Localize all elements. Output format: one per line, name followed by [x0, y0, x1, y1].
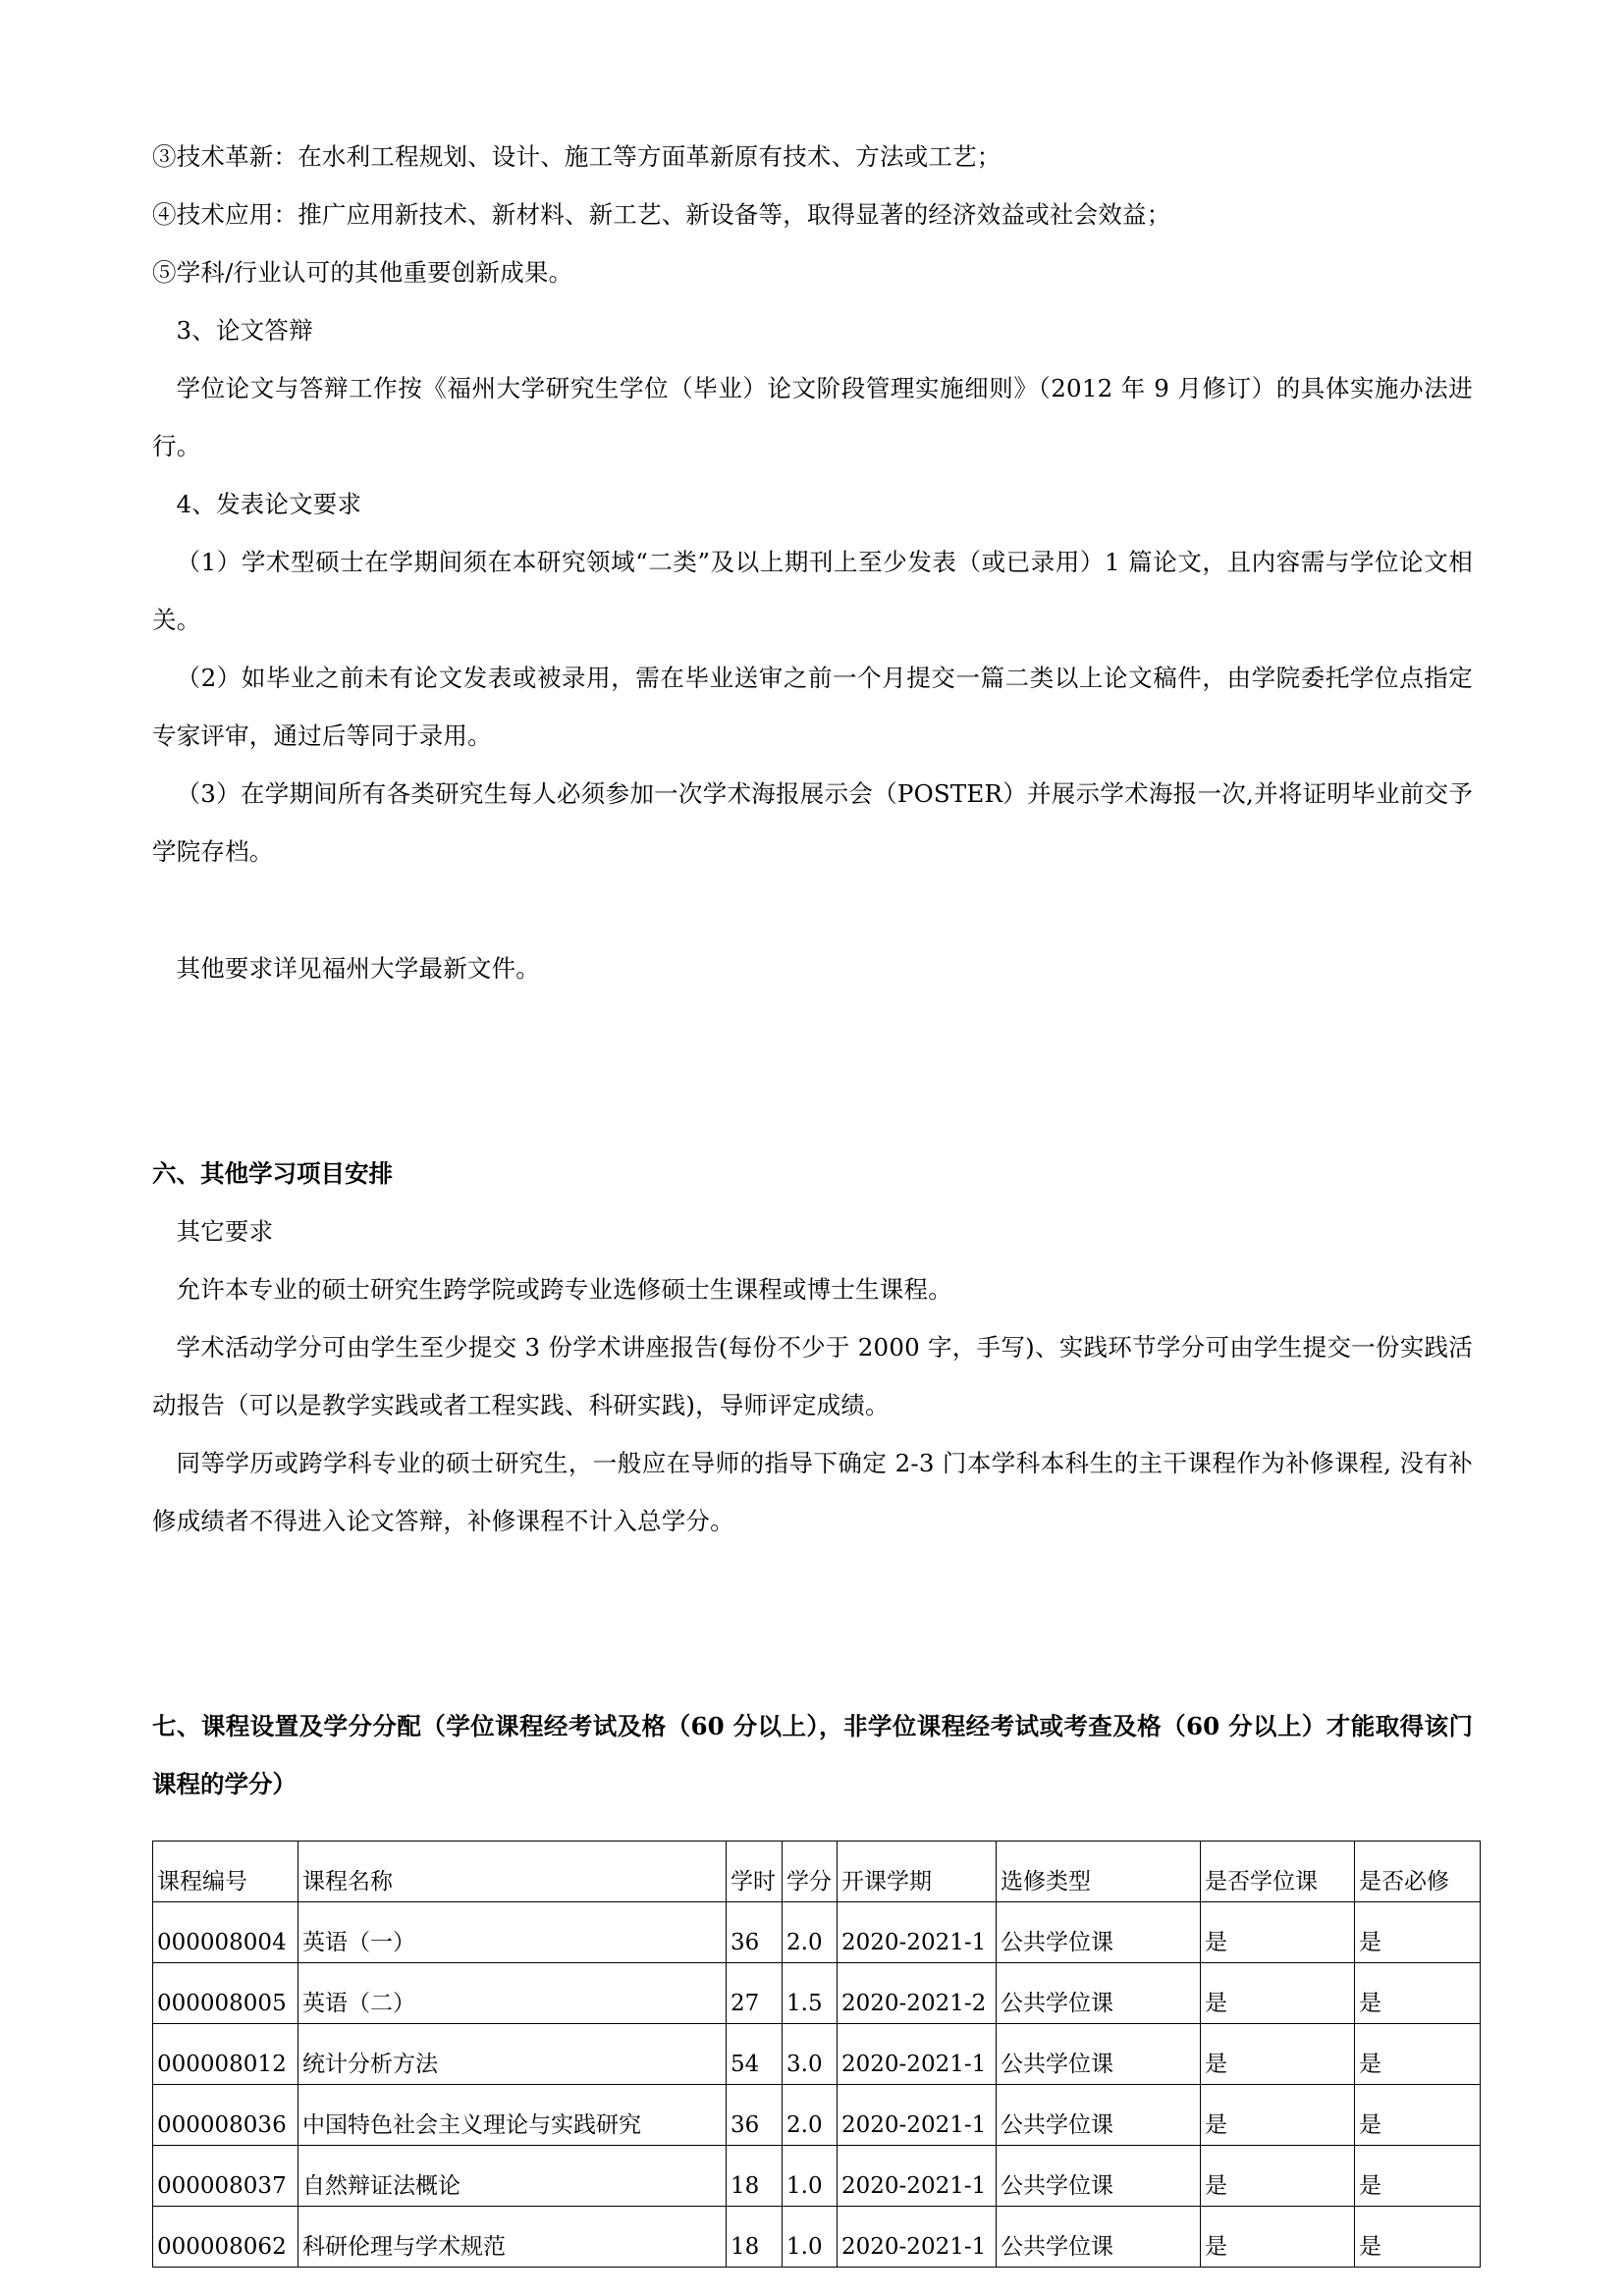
cell-term: 2020-2021-1: [838, 1902, 997, 1963]
spacer-before-section-six: [152, 997, 1473, 1145]
cell-term: 2020-2021-1: [838, 2085, 997, 2146]
section-six-paragraph-2: 学术活动学分可由学生至少提交 3 份学术讲座报告(每份不少于 2000 字，手写)、实践环节学分可由学生提交一份实践活动报告（可以是教学实践或者工程实践、科研实践)，导师评定成绩。: [152, 1333, 1473, 1419]
cell-credits: 1.0: [783, 2207, 838, 2268]
table-row: [153, 2207, 1481, 2268]
defense-body: 学位论文与答辩工作按《福州大学研究生学位（毕业）论文阶段管理实施细则》（2012 年 9 月修订）的具体实施办法进行。: [152, 374, 1473, 460]
cell-class-hours: 36: [727, 2085, 783, 2146]
cell-term: 2020-2021-2: [838, 1963, 997, 2024]
table-header-row: [153, 1842, 1481, 1902]
course-table: [152, 1841, 1481, 2268]
table-header-course-code: 课程编号: [153, 1842, 298, 1902]
cell-is-required: 是: [1355, 2085, 1481, 2146]
table-header-course-name: 课程名称: [298, 1842, 727, 1902]
cell-elective-type: 公共学位课: [997, 1902, 1201, 1963]
section-six-heading: 六、其他学习项目安排: [152, 1159, 393, 1188]
spacer-after-publication: [152, 881, 1473, 939]
innovation-item-4: ④技术应用：推广应用新技术、新材料、新工艺、新设备等，取得显著的经济效益或社会效益；: [152, 200, 1171, 229]
table-row: [153, 2085, 1481, 2146]
defense-heading: 3、论文答辩: [176, 316, 313, 345]
cell-course-code: 000008012: [153, 2024, 298, 2085]
publication-item-1: （1）学术型硕士在学期间须在本研究领域“二类”及以上期刊上至少发表（或已录用）1 篇论文，且内容需与学位论文相关。: [152, 548, 1473, 634]
section-seven-heading: 七、课程设置及学分分配（学位课程经考试及格（60 分以上），非学位课程经考试或考查及格（60 分以上）才能取得该门课程的学分）: [152, 1712, 1473, 1798]
table-header-is-required: 是否必修: [1355, 1842, 1481, 1902]
publication-closing: 其他要求详见福州大学最新文件。: [176, 954, 540, 983]
cell-course-code: 000008037: [153, 2146, 298, 2207]
cell-credits: 2.0: [783, 2085, 838, 2146]
cell-class-hours: 54: [727, 2024, 783, 2085]
cell-course-name: 统计分析方法: [298, 2024, 727, 2085]
cell-is-degree: 是: [1201, 2207, 1355, 2268]
cell-term: 2020-2021-1: [838, 2207, 997, 2268]
table-header-class-hours: 学时: [727, 1842, 783, 1902]
cell-course-name: 自然辩证法概论: [298, 2146, 727, 2207]
cell-credits: 2.0: [783, 1902, 838, 1963]
table-row: [153, 2024, 1481, 2085]
cell-elective-type: 公共学位课: [997, 2146, 1201, 2207]
cell-class-hours: 18: [727, 2146, 783, 2207]
publication-item-3: （3）在学期间所有各类研究生每人必须参加一次学术海报展示会（POSTER）并展示学术海报一次,并将证明毕业前交予学院存档。: [152, 779, 1473, 866]
publication-item-2: （2）如毕业之前未有论文发表或被录用，需在毕业送审之前一个月提交一篇二类以上论文稿件，由学院委托学位点指定专家评审，通过后等同于录用。: [152, 664, 1473, 750]
section-six-paragraph-1: 允许本专业的硕士研究生跨学院或跨专业选修硕士生课程或博士生课程。: [176, 1275, 952, 1304]
cell-credits: 3.0: [783, 2024, 838, 2085]
cell-elective-type: 公共学位课: [997, 1963, 1201, 2024]
spacer-before-section-seven: [152, 1550, 1473, 1697]
cell-is-degree: 是: [1201, 2146, 1355, 2207]
cell-course-name: 科研伦理与学术规范: [298, 2207, 727, 2268]
document-body: [152, 128, 1473, 2268]
cell-course-code: 000008036: [153, 2085, 298, 2146]
cell-is-degree: 是: [1201, 2085, 1355, 2146]
cell-term: 2020-2021-1: [838, 2024, 997, 2085]
table-header-elective-type: 选修类型: [997, 1842, 1201, 1902]
cell-course-code: 000008005: [153, 1963, 298, 2024]
cell-credits: 1.0: [783, 2146, 838, 2207]
cell-course-code: 000008004: [153, 1902, 298, 1963]
cell-is-required: 是: [1355, 2207, 1481, 2268]
cell-elective-type: 公共学位课: [997, 2085, 1201, 2146]
spacer-before-table: [152, 1813, 1473, 1841]
cell-class-hours: 18: [727, 2207, 783, 2268]
cell-credits: 1.5: [783, 1963, 838, 2024]
cell-is-required: 是: [1355, 2024, 1481, 2085]
table-row: [153, 2146, 1481, 2207]
cell-elective-type: 公共学位课: [997, 2207, 1201, 2268]
innovation-item-5: ⑤学科/行业认可的其他重要创新成果。: [152, 258, 573, 287]
cell-course-name: 中国特色社会主义理论与实践研究: [298, 2085, 727, 2146]
cell-term: 2020-2021-1: [838, 2146, 997, 2207]
cell-class-hours: 27: [727, 1963, 783, 2024]
section-six-paragraph-3: 同等学历或跨学科专业的硕士研究生，一般应在导师的指导下确定 2-3 门本学科本科生的主干课程作为补修课程, 没有补修成绩者不得进入论文答辩，补修课程不计入总学分。: [152, 1449, 1473, 1535]
cell-course-code: 000008062: [153, 2207, 298, 2268]
table-header-is-degree: 是否学位课: [1201, 1842, 1355, 1902]
cell-is-required: 是: [1355, 2146, 1481, 2207]
cell-course-name: 英语（一）: [298, 1902, 727, 1963]
section-six-subheading: 其它要求: [176, 1217, 274, 1246]
cell-is-required: 是: [1355, 1963, 1481, 2024]
publication-heading: 4、发表论文要求: [176, 490, 362, 518]
table-header-credits: 学分: [783, 1842, 838, 1902]
table-row: [153, 1902, 1481, 1963]
table-row: [153, 1963, 1481, 2024]
cell-is-degree: 是: [1201, 1963, 1355, 2024]
cell-is-degree: 是: [1201, 1902, 1355, 1963]
cell-is-required: 是: [1355, 1902, 1481, 1963]
cell-course-name: 英语（二）: [298, 1963, 727, 2024]
cell-elective-type: 公共学位课: [997, 2024, 1201, 2085]
cell-class-hours: 36: [727, 1902, 783, 1963]
innovation-item-3: ③技术革新：在水利工程规划、设计、施工等方面革新原有技术、方法或工艺；: [152, 142, 1001, 171]
table-header-term: 开课学期: [838, 1842, 997, 1902]
cell-is-degree: 是: [1201, 2024, 1355, 2085]
